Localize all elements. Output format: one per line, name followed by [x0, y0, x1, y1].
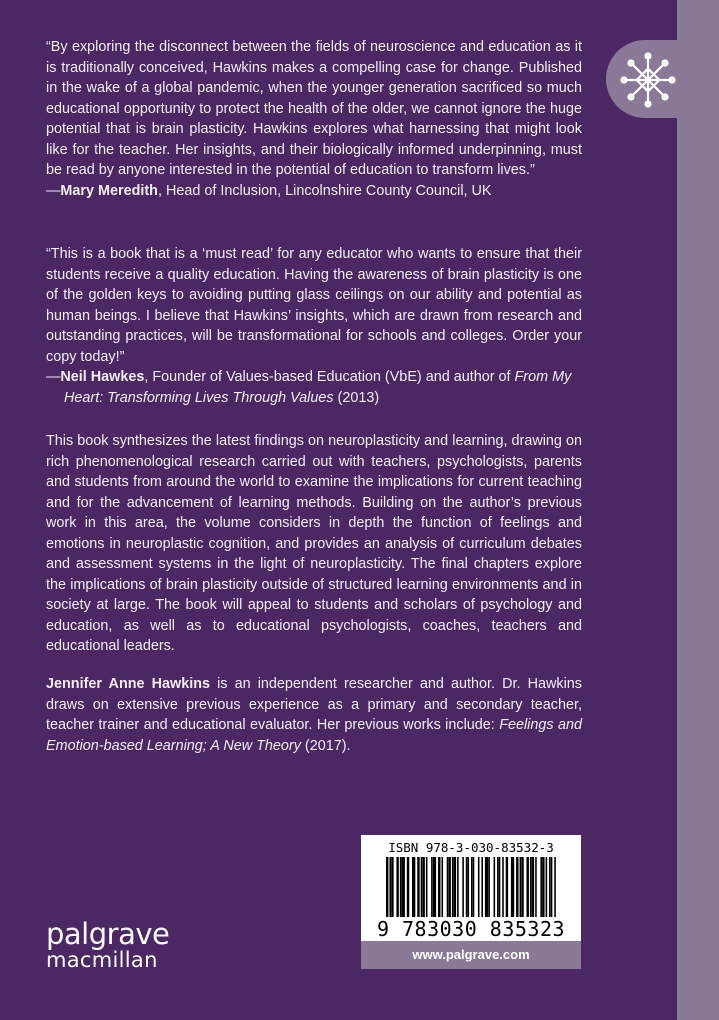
- endorser-role: , Head of Inclusion, Lincolnshire County Council, UK: [157, 182, 492, 199]
- endorser-role: , Founder of Values-based Education (VbE) and author of: [144, 369, 515, 385]
- spine-strip: [677, 0, 719, 1020]
- endorsement-2: [46, 244, 582, 408]
- author-bio: [46, 674, 582, 756]
- publisher-line-1: palgrave: [46, 917, 170, 951]
- website-link[interactable]: www.palgrave.com: [361, 941, 581, 969]
- book-description: This book synthesizes the latest findings on neuroplasticity and learning, drawing on rich phenomenological research carried out with teachers, psychologists, parents and students from around the world to examine the implications for current teaching and for the advancement of learning methods. Building on the author’s previous work in this area, the volume considers in depth the function of feelings and emotions in neuroplastic cognition, and provides an analysis of curriculum debates and assessment systems in the light of neuroplasticity. The final chapters explore the implications of brain plasticity outside of structured learning environments and in society at large. The book will appeal to students and scholars of psychology and education, as well as to educational psychologists, coaches, teachers and educational leaders.: [46, 433, 582, 654]
- publisher-line-2: macmillan: [46, 948, 158, 972]
- endorsement-1-attribution: [46, 181, 582, 202]
- barcode-box: [361, 835, 581, 969]
- endorser-name: Neil Hawkes: [60, 369, 145, 385]
- logo-tab: [606, 40, 719, 118]
- endorser-name: Mary Meredith: [60, 182, 158, 199]
- endorser-book-year: (2013): [333, 389, 380, 406]
- publisher-logo: [46, 917, 170, 972]
- dash: —: [46, 369, 61, 385]
- palgrave-snowflake-icon: [620, 52, 676, 108]
- bio-year: (2017).: [300, 737, 351, 754]
- bio-book: Feelings and Emotion-based Learning; A New Theory: [46, 717, 582, 754]
- bio-text: is an independent researcher and author. Dr. Hawkins draws on extensive previous experience as a primary and secondary teacher, teacher trainer and educational evaluator. Her previous works include:: [46, 676, 582, 733]
- endorsement-1: [46, 37, 582, 201]
- endorser-book: From My Heart: Transforming Lives Through Values: [64, 369, 572, 406]
- dash: —: [46, 182, 61, 199]
- author-name: Jennifer Anne Hawkins: [46, 676, 211, 692]
- barcode-digits: 9 783030 835323: [369, 917, 573, 941]
- endorsement-1-text: “By exploring the disconnect between the fields of neuroscience and education as it is traditionally conceived, Hawkins makes a compelling case for change. Published in the wake of a global pandemic, when the younger generation sacrificed so much educational opportunity to protect the health of the older, we cannot ignore the huge potential that is brain plasticity. Hawkins explores what harnessing that might look like for the teacher. Her insights, and their biologically informed underpinning, must be read by anyone interested in the potential of education to transform lives.”: [46, 39, 582, 178]
- isbn-label: ISBN 978-3-030-83532-3: [388, 840, 554, 855]
- endorsement-2-text: “This is a book that is a ‘must read’ for any educator who wants to ensure that their students receive a quality education. Having the awareness of brain plasticity is one of the golden keys to avoiding putting glass ceilings on our ability and potential as human beings. I believe that Hawkins’ insights, which are drawn from research and outstanding practices, will be transformational for schools and colleges. Order your copy today!”: [46, 246, 582, 365]
- endorsement-2-attribution: [46, 367, 582, 408]
